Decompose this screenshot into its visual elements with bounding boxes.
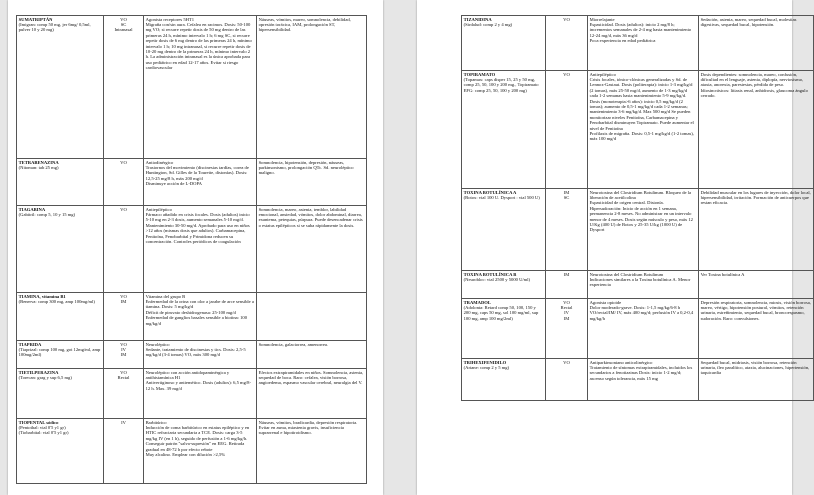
route-cell: VO (546, 71, 588, 189)
drug-name: TETRABENAZINA (18, 159, 59, 165)
drug-name-cell (462, 299, 546, 359)
drug-name: TIZANIDINA (463, 16, 492, 22)
indication-cell: Neurotoxina del Clostridium Botulinum Indicaciones similares a la Toxina botulínica A. Menor experiencia (588, 271, 699, 299)
document-page-left (8, 0, 383, 495)
route-cell: VO (546, 16, 588, 71)
route-cell: VO SC Intranasal (104, 16, 144, 159)
adverse-effects-cell: Depresión respiratoria, somnolencia, miosis, visión borrosa, mareo, vértigo, hipotensión postural, vómitos, retención urinaria, estreñimiento, sequedad bucal, broncoespasmo, sudoración. Raro: convulsiones. (699, 299, 814, 359)
drug-table-right (461, 15, 814, 401)
adverse-effects-cell: Náuseas, vómitos, mareo, somnolencia, debilidad, opresión torácica, IAM, prolongación ST, hipersensibilidad. (257, 16, 367, 159)
adverse-effects-cell: Sequedad bucal, midriasis, visión borrosa, retención urinaria, íleo paralítico, ataxia, alucinaciones, hipertensión, taquicardia (699, 359, 814, 401)
route-cell: VO IM (104, 293, 144, 341)
drug-brand: (Torecan: grag y sup 6,5 mg) (18, 374, 72, 380)
drug-name: SUMATRIPTÁN (18, 16, 53, 22)
drug-name: TOXINA BOTULÍNICA B (463, 271, 517, 277)
table-row (462, 299, 814, 359)
drug-brand: (Benerva: comp 300 mg, amp 100mg/ml) (18, 298, 95, 304)
indication-cell: Vitamina del grupo B Enfermedad de la orina con olor a jarabe de arce sensible a tiamina. Dosis: 5 mg/kg/d Déficit de piruvato deshidrogenasa: 25-100 mg/d Enfermedad de ganglios basales sensible a biotina: 100 mg/kg/d (144, 293, 257, 341)
drug-brand: (Botox: vial 100 U. Dysport : vial 500 U) (463, 194, 540, 200)
route-cell: IM SC (546, 189, 588, 271)
table-row (462, 359, 814, 401)
adverse-effects-cell (257, 293, 367, 341)
adverse-effects-cell: Dosis dependientes: somnolencia, mareo, confusión, dificultad en el lenguaje, astenia, diplopía, nerviosismo, ataxia, anorexia, parestesias, pérdida de peso. Idiosincrásicos: litiasis renal, anhidrosis, glaucoma ángulo cerrado. (699, 71, 814, 189)
drug-name-cell (462, 359, 546, 401)
adverse-effects-cell: Somnolencia, hipotensión, depresión, náuseas, parkinsonismo, prolongación QTc. Sd. neuroléptico maligno. (257, 159, 367, 206)
indication-cell: Antiepiléptico Crisis focales, tónico-clónicas generalizadas y Sd. de Lennox-Gastaut. Dosis (politerapia): inicio 1-3 mg/kg/d (2 tomas), máx 25-50 mg/d, aumento de 1-3 mg/kg/d cada 1-2 semanas hasta mantenimiento 5-9 mg/kg/d. Dosis (monoterapia>6 años): inicio 0,5 mg/kg/d (2 tomas); aumento de 0,5-1 mg/kg/d cada 1-2 semanas; mantenimiento 3-6 mg/kg/d. Max 500 mg/d Se pueden monitorizar niveles Fenitoína, Carbamacepina y Fenobarbital disminuyen Topiramato. Puede aumentar el nivel de Fenitoína Profilaxis de migraña. Dosis: 0,5-1 mg/kg/d (1-2 tomas), máx 100 mg/d (588, 71, 699, 189)
drug-brand: (Tiaprizal: comp 100 mg, got 12mg/ml, amp 100mg/2ml) (18, 346, 101, 358)
table-row (17, 369, 367, 419)
drug-brand: (Imigran: comp 50 mg, jer 6mg/ 0,5ml, pulver 10 y 20 mg) (18, 21, 91, 33)
table-row (462, 271, 814, 299)
route-cell: IV (104, 419, 144, 484)
indication-cell: Neuroléptico con acción antidopaminérgica y antihistamínica H1 Antivertiginoso y antiemético. Dosis (adultos): 6,5 mg/8-12 h. Max. 39 mg/d (144, 369, 257, 419)
indication-cell: Antiparkinsoniano anticolinérgico Tratamiento de síntomas extrapiramidales, incluidos los secundarios a fenotiazinas Dosis: inicio 1-2 mg/d; ascenso según tolerancia, máx 15 mg (588, 359, 699, 401)
drug-name: TIAGABINA (18, 206, 46, 212)
table-row (462, 16, 814, 71)
adverse-effects-cell: Somnolencia, mareo, astenia, temblor, labilidad emocional, ansiedad, vómitos, dolor abdominal, diarrea, exantema, petequias, púrpura. Puede desencadenar crisis o estatus epilépticos si se suba rápidamente la dosis. (257, 206, 367, 293)
drug-brand: (Artane: comp 2 y 5 mg) (463, 364, 510, 370)
table-row (17, 206, 367, 293)
adverse-effects-cell: Sedación, astenia, mareo, sequedad bucal, molestias digestivas, sequedad bucal, hipotensión. (699, 16, 814, 71)
indication-cell: Antiodinérgico Trastornos del movimiento (discinesias tardías, corea de Huntington, Sd. Gilles de la Tourette, distonías). Dosis: 12,5-25 mg/8 h, máx 200 mg/d Disminuye acción de L-DOPA (144, 159, 257, 206)
drug-brand: (Neurobloc: vial 2500 y 5000 U/ml) (463, 276, 531, 282)
drug-name: TIAMINA, vitamina B1 (18, 293, 66, 299)
drug-name: TOPIRAMATO (463, 71, 496, 77)
drug-name: TIETILPERAZINA (18, 369, 59, 375)
adverse-effects-cell: Somnolencia, galactorrea, amenorrea. (257, 341, 367, 369)
drug-name-cell (462, 271, 546, 299)
table-row (462, 189, 814, 271)
route-cell: IM (546, 271, 588, 299)
route-cell: VO (104, 206, 144, 293)
table-row (17, 16, 367, 159)
drug-name-cell (17, 206, 104, 293)
drug-brand: (Topamax: caps disper 15, 25 y 50 mg, comp 25, 50, 100 y 200 mg., Topiramato EFG: comp 25, 50, 100 y 200 mg) (463, 76, 539, 93)
drug-name-cell (17, 16, 104, 159)
table-row (17, 419, 367, 484)
drug-name-cell (17, 419, 104, 484)
indication-cell: Antiepiléptico Fármaco añadido en crisis focales. Dosis (adultos) inicio 5-10 mg en 2-3 dosis, aumento semanales 5-10 mg/d. Mantenimiento 30-50 mg/d. Aprobado para uso en niños >12 años (mismas dosis que adultos). Carbamacepina, Fenitoína, Fenobarbital y Primidona reducen su concentración. Controles periódicos de coagulación (144, 206, 257, 293)
indication-cell: Barbitúrico Inducción de coma barbitúrico en estatus epiléptico y en HTIC refractaria secundaria a TCE. Dosis: carga 3-5 mg/kg IV (en 1 h), seguido de perfusión a 1-6 mg/kg/h. Conseguir patrón "salva-supresión" en EEG. Retirada gradual en 48-72 h por efecto rebote Muy alcalino. Emplear con dilución >2,5% (144, 419, 257, 484)
drug-brand: (Gabitril: comp 5, 10 y 15 mg) (18, 211, 76, 217)
drug-name-cell (17, 341, 104, 369)
adverse-effects-cell: Debilidad muscular en los lugares de inyección, dolor local, hipersensibilidad, irritación. Formación de anticuerpos que restan eficacia. (699, 189, 814, 271)
adverse-effects-cell: Ver Toxina botulínica A (699, 271, 814, 299)
table-row (17, 341, 367, 369)
indication-cell: Agonista receptores 5HT1 Migraña con/sin aura. Cefalea en racimos. Dosis: 50-100 mg VO; si recurre repetir dosis de 50 mg dentro de las primeras 24 h, mínimo intervalo 1 h; 6 mg SC, si recurre repetir dosis de 6 mg dentro de las primeras 24 h, mínimo intervalo 1 h; 10 mg intranasal, si recurre repetir dosis de 10-20 mg dentro de la primeras 24 h, mínimo intervalo 2 h. La administración intranasal es la única aprobada para uso pediátrico en edad 12-17 años. Evitar si riesgo cardiovascular (144, 16, 257, 159)
indication-cell: Agonista opioide Dolor moderado-grave. Dosis: 1-1,5 mg/kg/6-8 h VO/rectal/IM/ IV, máx 400 mg/d; perfusión IV a 0,2-0,4 mg/kg/h (588, 299, 699, 359)
drug-name: TIOPENTAL sódico (18, 419, 59, 425)
table-row (462, 71, 814, 189)
indication-cell: Neurotoxina del Clostridium Botulinum. Bloqueo de la liberación de acetilcolina Espasticidad de origen central. Distonía. Hipersudoración: Inicio de acción en 1 semana, permanencia 2-8 meses. No administrar en un intervalo menor de 4 meses. Dosis según músculo y peso, máx 12 U/Kg (400 U) de Botox y 25-35 U/kg (1000 U) de Dysport (588, 189, 699, 271)
drug-name-cell (17, 293, 104, 341)
drug-name-cell (462, 189, 546, 271)
route-cell: VO (104, 159, 144, 206)
adverse-effects-cell: Náuseas, vómitos, bradicardia, depresión respiratoria. Evitar en asma, miastenia gravis, insuficiencia suprarrenal e hipotiroidismo. (257, 419, 367, 484)
drug-name-cell (462, 71, 546, 189)
drug-name-cell (462, 16, 546, 71)
drug-name-cell (17, 369, 104, 419)
drug-name: TRAMADOL (463, 299, 491, 305)
route-cell: VO Rectal (104, 369, 144, 419)
drug-name: TIAPRIDA (18, 341, 42, 347)
drug-brand: (Nitoman: tab 25 mg) (18, 164, 59, 170)
route-cell: VO Rectal IV IM (546, 299, 588, 359)
drug-name: TRIHEXIFENIDILO (463, 359, 507, 365)
drug-name-cell (17, 159, 104, 206)
route-cell: VO (546, 359, 588, 401)
drug-brand: (Pentothal: vial 0'5 y1 gr) (Tiobarbital: vial 0'5 y1 gr) (18, 424, 69, 436)
table-row (17, 159, 367, 206)
drug-table-left (16, 15, 367, 484)
drug-brand: (Sirdalud: comp 2 y 4 mg) (463, 21, 513, 27)
drug-brand: (Adolonta: Retard comp 50, 100, 150 y 200 mg, caps 50 mg, sol 100 mg/ml, sup 100 mg, amp 100 mg/2ml) (463, 304, 539, 321)
route-cell: VO IV IM (104, 341, 144, 369)
indication-cell: Miorrelajante Espasticidad. Dosis (adultos): inicio 2 mg/8 h; incrementos semanales de 2-4 mg hasta mantenimiento 12-24 mg/d, máx 36 mg/d Poca experiencia en edad pediátrica (588, 16, 699, 71)
document-page-right (417, 0, 811, 495)
adverse-effects-cell: Efectos extrapiramidales en niños. Somnolencia, astenia, sequedad de boca. Raro: cefalea, visión borrosa, angioedema, espasmo vascular cerebral, neuralgia del V. (257, 369, 367, 419)
table-row (17, 293, 367, 341)
indication-cell: Neuroléptico Sedante, tratamiento de discinesias y tics. Dosis: 2,5-5 mg/kg/d (3-4 tomas) VO, máx 300 mg/d (144, 341, 257, 369)
drug-name: TOXINA BOTULÍNICA A (463, 189, 517, 195)
